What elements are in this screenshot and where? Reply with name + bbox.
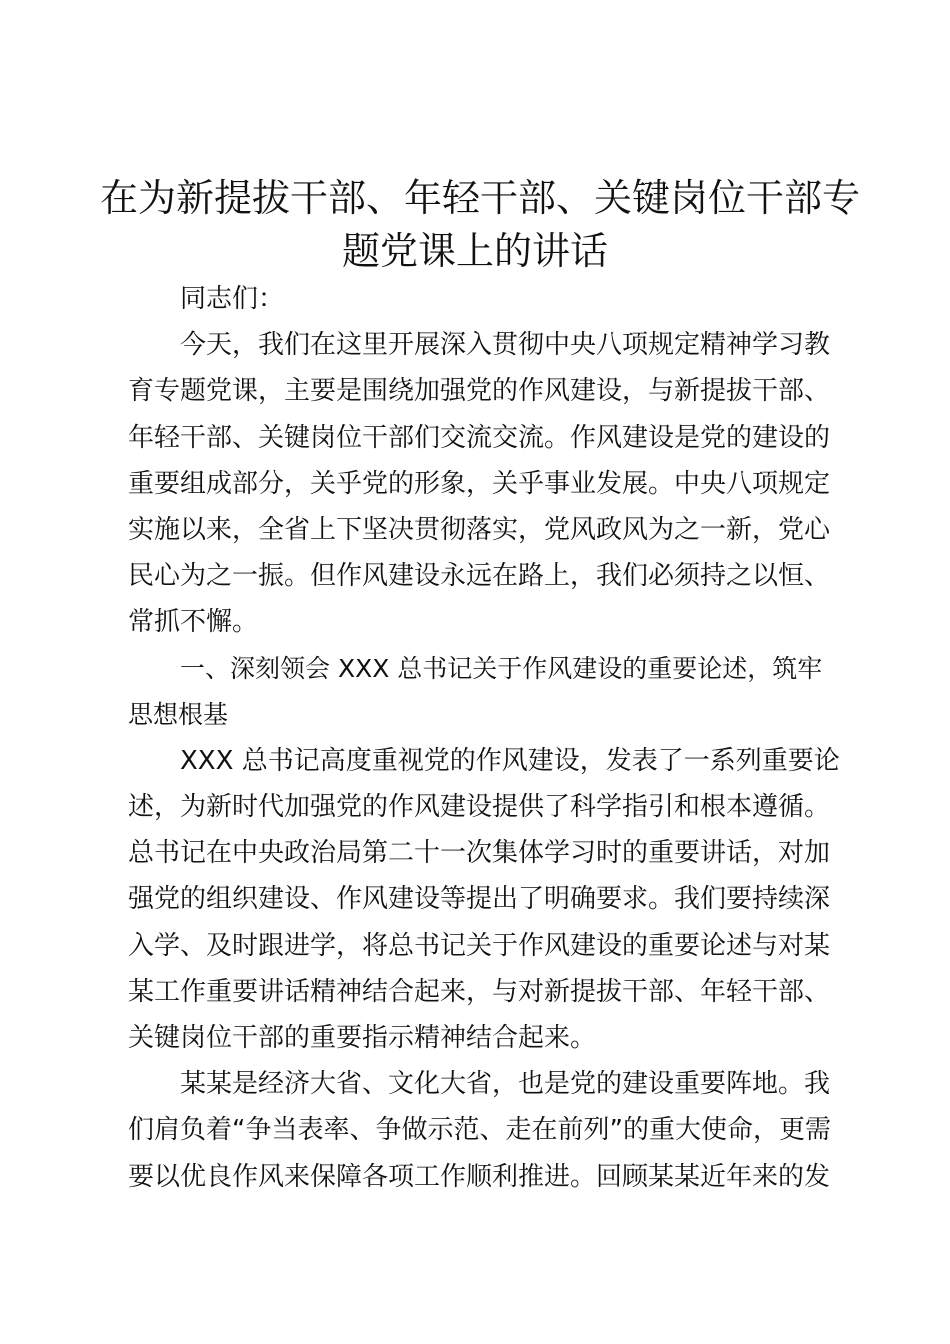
heading-line: 一、深刻领会 XXX 总书记关于作风建设的重要论述，筑牢 <box>180 653 823 683</box>
paragraph-line: 常抓不懈。 <box>128 607 259 638</box>
heading-line: 思想根基 <box>128 699 229 729</box>
paragraph-line: 某工作重要讲话精神结合起来，与对新提拔干部、年轻干部、 <box>128 976 831 1007</box>
paragraph-line: 述，为新时代加强党的作风建设提供了科学指引和根本遵循。 <box>128 792 831 823</box>
title-line: 题党课上的讲话 <box>341 229 608 273</box>
paragraph-line: 要以优良作风来保障各项工作顺利推进。回顾某某近年来的发 <box>128 1161 831 1192</box>
paragraph-province <box>128 1061 831 1200</box>
document-body <box>128 276 840 1200</box>
salutation-line: 同志们： <box>180 284 285 314</box>
paragraph-section1 <box>128 738 840 1061</box>
paragraph-line: XXX 总书记高度重视党的作风建设，发表了一系列重要论 <box>180 745 840 776</box>
paragraph-line: 育专题党课，主要是围绕加强党的作风建设，与新提拔干部、 <box>128 376 831 407</box>
title-line: 在为新提拔干部、年轻干部、关键岗位干部专 <box>100 176 861 220</box>
paragraph-line: 民心为之一振。但作风建设永远在路上，我们必须持之以恒、 <box>128 561 831 592</box>
paragraph-line: 重要组成部分，关乎党的形象，关乎事业发展。中央八项规定 <box>128 468 831 499</box>
paragraph-intro <box>128 322 831 645</box>
salutation <box>128 276 828 322</box>
paragraph-line: 实施以来，全省上下坚决贯彻落实，党风政风为之一新，党心 <box>128 514 831 545</box>
section-heading-1 <box>128 646 828 738</box>
paragraph-line: 总书记在中央政治局第二十一次集体学习时的重要讲话，对加 <box>128 838 831 869</box>
paragraph-line: 某某是经济大省、文化大省，也是党的建设重要阵地。我 <box>180 1069 831 1100</box>
paragraph-line: 强党的组织建设、作风建设等提出了明确要求。我们要持续深 <box>128 884 831 915</box>
paragraph-line: 关键岗位干部的重要指示精神结合起来。 <box>128 1023 597 1053</box>
paragraph-line: 今天，我们在这里开展深入贯彻中央八项规定精神学习教 <box>180 330 831 361</box>
paragraph-line: 入学、及时跟进学，将总书记关于作风建设的重要论述与对某 <box>128 930 831 961</box>
paragraph-line: 年轻干部、关键岗位干部们交流交流。作风建设是党的建设的 <box>128 422 831 453</box>
paragraph-line: 们肩负着“争当表率、争做示范、走在前列”的重大使命，更需 <box>128 1115 831 1146</box>
document-title <box>100 172 861 278</box>
